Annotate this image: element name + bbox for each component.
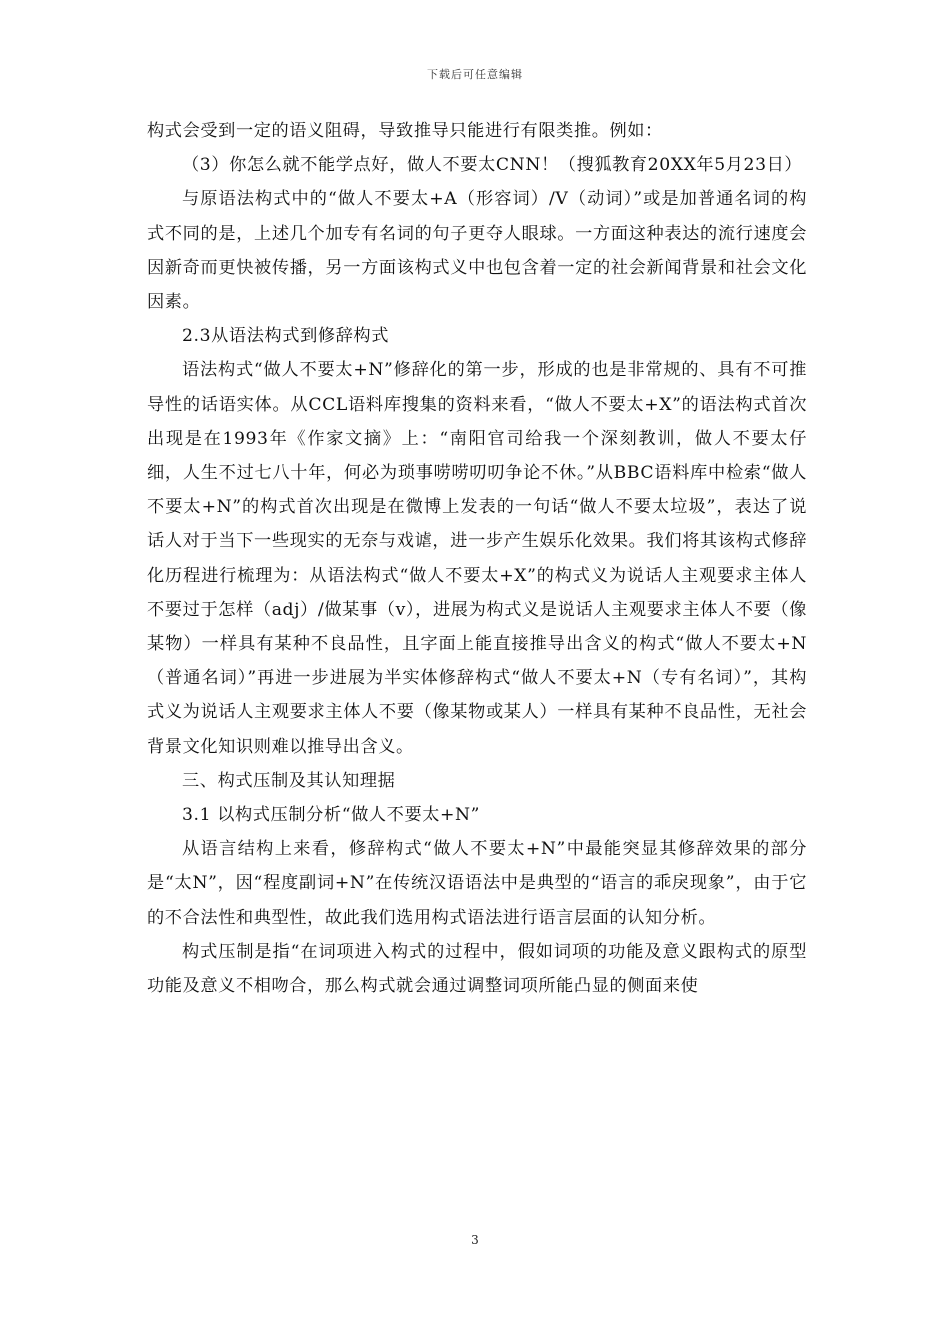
paragraph: 从语言结构上来看，修辞构式“做人不要太+N”中最能突显其修辞效果的部分是“太N”，因“程度副词+N”在传统汉语语法中是典型的“语言的乖戾现象”，由于它的不合法性和典型性，故此我们选用构式语法进行语言层面的认知分析。: [147, 839, 807, 928]
page-number: 3: [471, 1233, 479, 1247]
paragraph: 构式会受到一定的语义阻碍，导致推导只能进行有限类推。例如：: [147, 121, 663, 141]
paragraph: 与原语法构式中的“做人不要太+A（形容词）/V（动词）”或是加普通名词的构式不同的是，上述几个加专有名词的句子更夺人眼球。一方面这种表达的流行速度会因新奇而更快被传播，另一方面该构式义中也包含着一定的社会新闻背景和社会文化因素。: [147, 189, 807, 313]
example-sentence: （3）你怎么就不能学点好，做人不要太CNN！（搜狐教育20XX年5月23日）: [182, 155, 803, 176]
section-heading: 3.1 以构式压制分析“做人不要太+N”: [182, 805, 481, 826]
page-header: 下载后可任意编辑: [427, 68, 523, 81]
section-heading: 2.3从语法构式到修辞构式: [182, 326, 390, 347]
document-body: [147, 114, 807, 1003]
paragraph: 构式压制是指“在词项进入构式的过程中，假如词项的功能及意义跟构式的原型功能及意义不相吻合，那么构式就会通过调整词项所能凸显的侧面来使: [147, 941, 807, 997]
paragraph: 语法构式“做人不要太+N”修辞化的第一步，形成的也是非常规的、具有不可推导性的话语实体。从CCL语料库搜集的资料来看，“做人不要太+X”的语法构式首次出现是在1993年《作家文摘》上：“南阳官司给我一个深刻教训，做人不要太仔细，人生不过七八十年，何必为琐事唠唠叨叨争论不休。”从BBC语料库中检索“做人不要太+N”的构式首次出现是在微博上发表的一句话“做人不要太垃圾”，表达了说话人对于当下一些现实的无奈与戏谑，进一步产生娱乐化效果。我们将其该构式修辞化历程进行梳理为：从语法构式“做人不要太+X”的构式义为说话人主观要求主体人不要过于怎样（adj）/做某事（v），进展为构式义是说话人主观要求主体人不要（像某物）一样具有某种不良品性，且字面上能直接推导出含义的构式“做人不要太+N（普通名词）”再进一步进展为半实体修辞构式“做人不要太+N（专有名词）”，其构式义为说话人主观要求主体人不要（像某物或某人）一样具有某种不良品性，无社会背景文化知识则难以推导出含义。: [147, 360, 807, 757]
chapter-heading: 三、构式压制及其认知理据: [182, 770, 396, 791]
